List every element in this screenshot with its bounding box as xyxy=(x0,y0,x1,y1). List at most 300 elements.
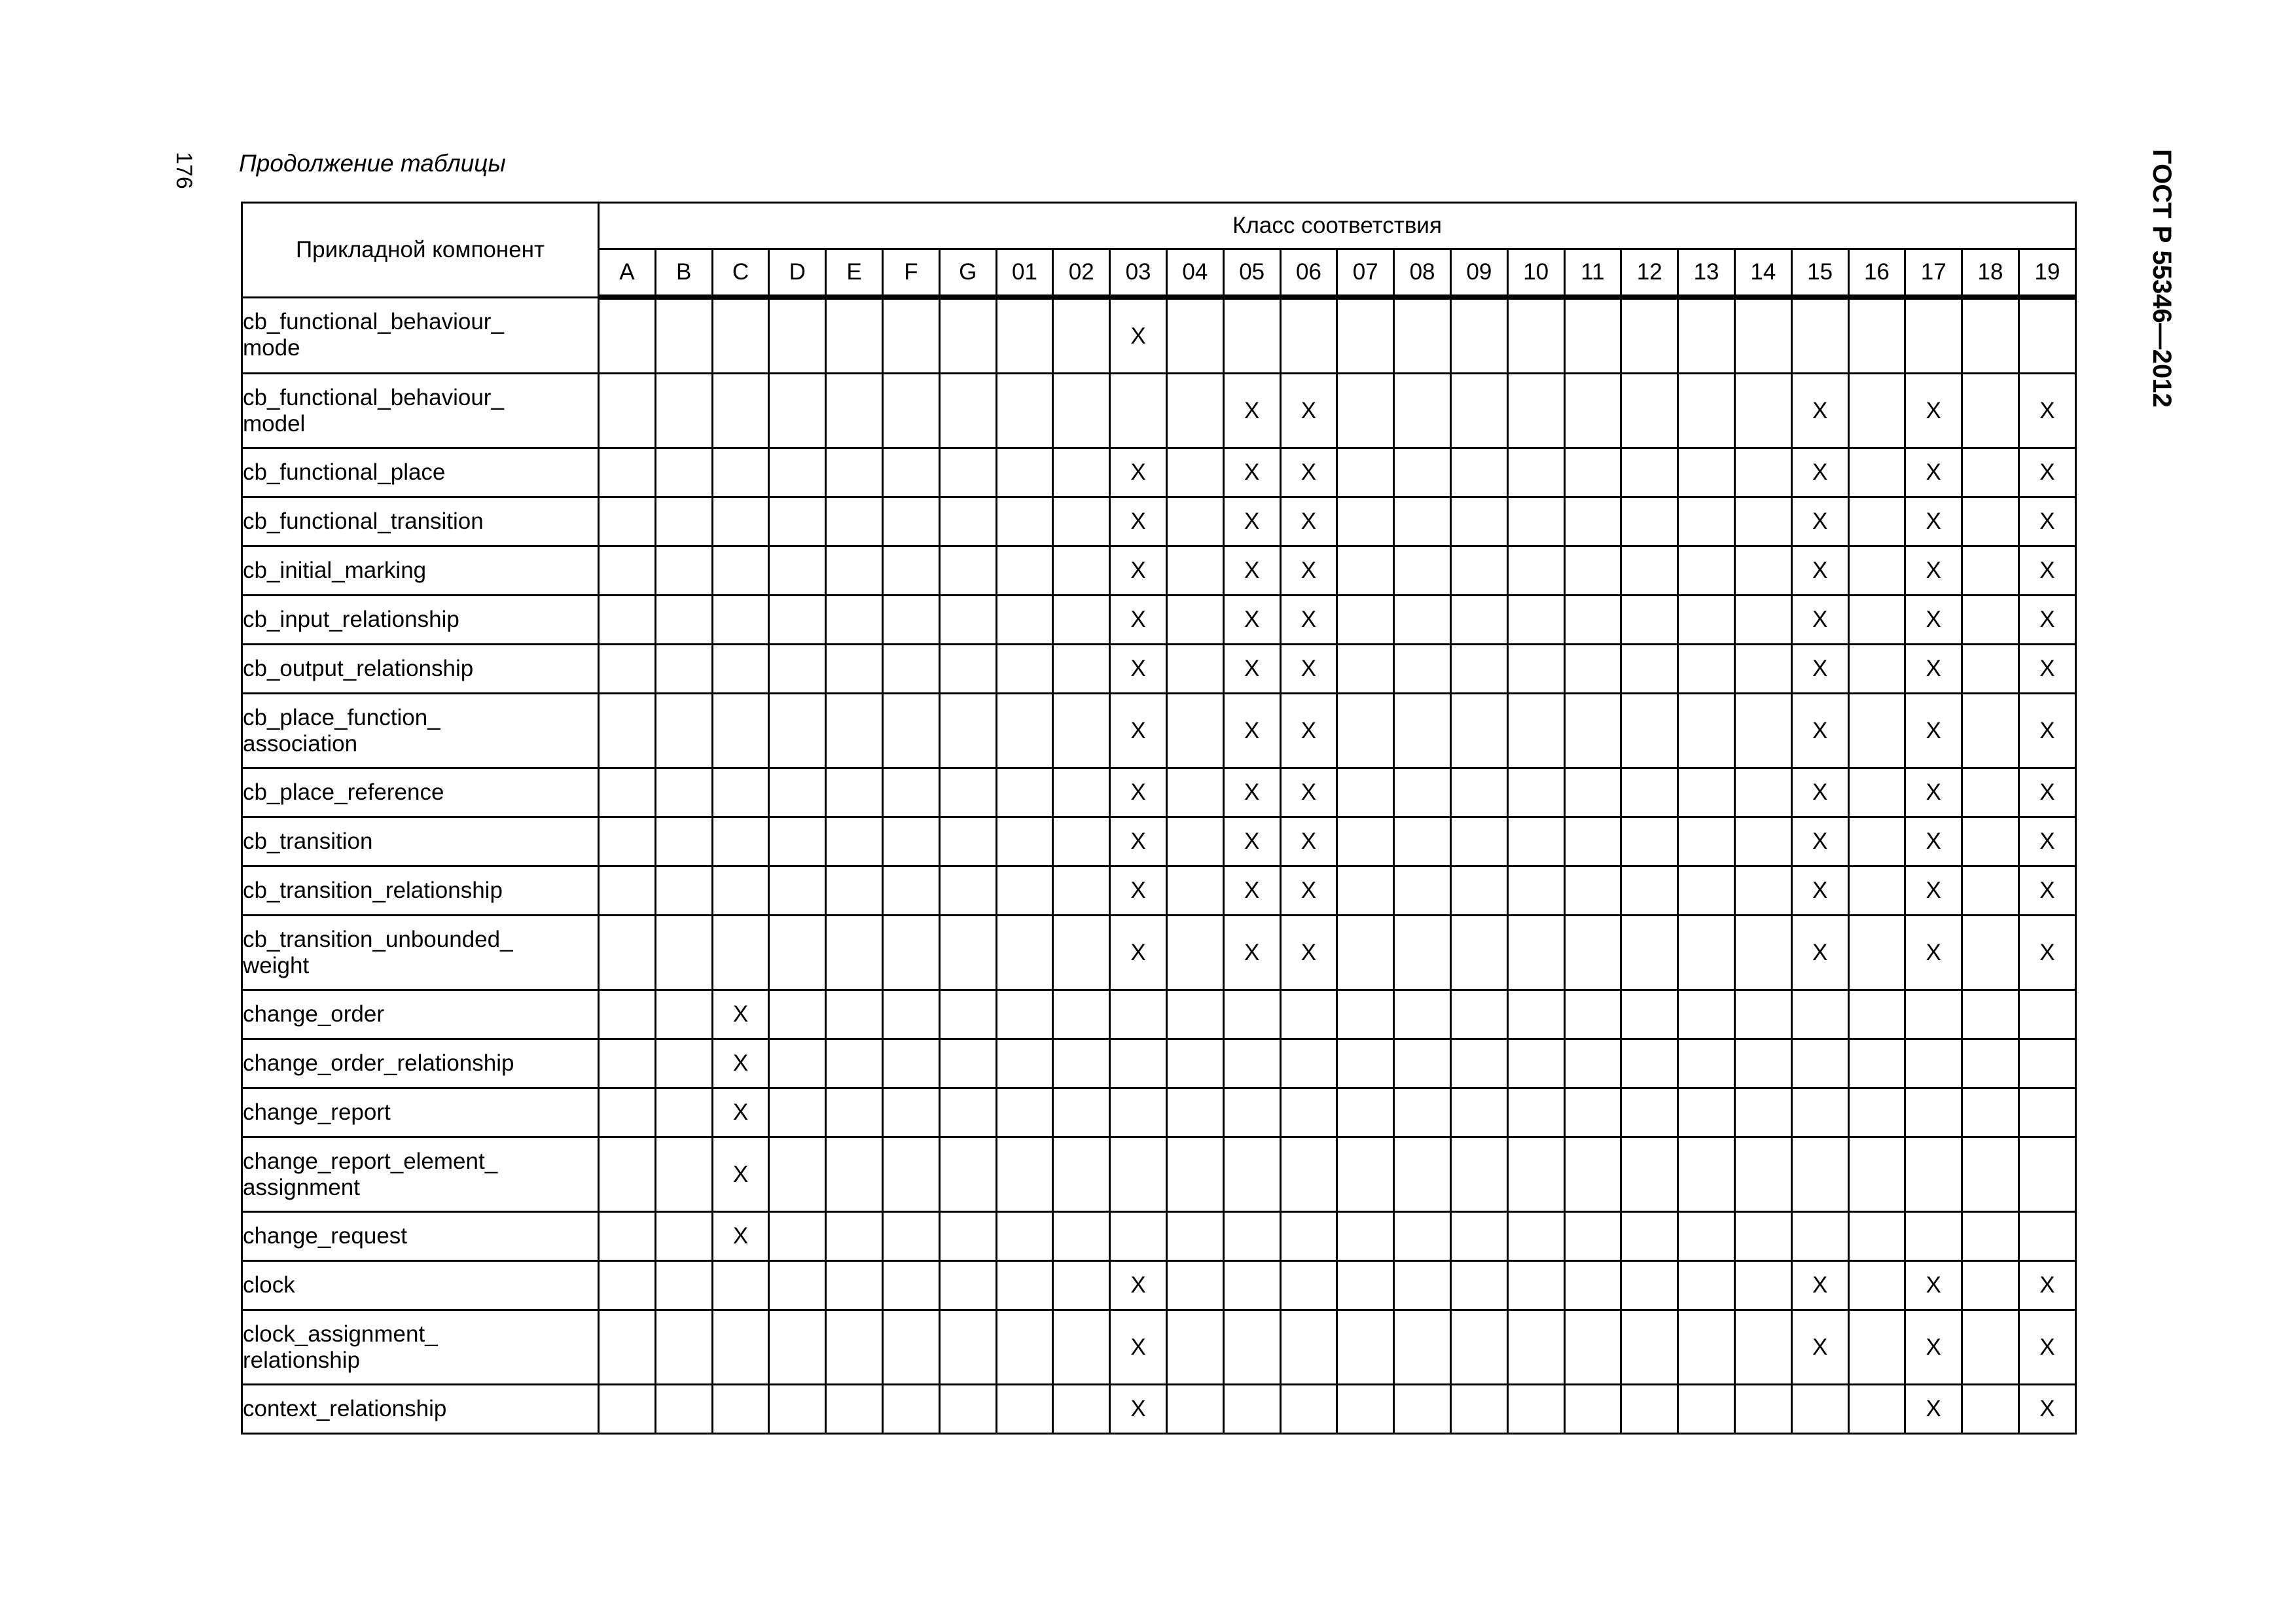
empty-cell xyxy=(1678,817,1735,866)
conformance-mark-cell: X xyxy=(1791,694,1848,768)
empty-cell xyxy=(2018,990,2075,1039)
conformance-mark-cell: X xyxy=(1110,768,1167,817)
empty-cell xyxy=(1110,990,1167,1039)
empty-cell xyxy=(1280,1039,1337,1088)
empty-cell xyxy=(1848,866,1905,916)
conformance-mark-cell: X xyxy=(1110,645,1167,694)
class-column-header: 17 xyxy=(1905,249,1962,298)
conformance-class-header: Класс соответствия xyxy=(599,203,2076,249)
empty-cell xyxy=(1337,1088,1394,1137)
conformance-mark-cell: X xyxy=(1110,297,1167,374)
empty-cell xyxy=(1110,1088,1167,1137)
empty-cell xyxy=(1394,1137,1451,1212)
empty-cell xyxy=(996,448,1053,497)
empty-cell xyxy=(939,768,996,817)
empty-cell xyxy=(1848,497,1905,546)
empty-cell xyxy=(1791,1385,1848,1434)
table-row xyxy=(242,768,2076,817)
empty-cell xyxy=(1564,694,1621,768)
empty-cell xyxy=(655,546,712,596)
empty-cell xyxy=(1734,1310,1791,1385)
empty-cell xyxy=(1621,916,1678,990)
empty-cell xyxy=(769,1137,826,1212)
empty-cell xyxy=(1450,768,1507,817)
empty-cell xyxy=(712,645,769,694)
component-name-cell: change_report xyxy=(242,1088,599,1137)
empty-cell xyxy=(1337,596,1394,645)
empty-cell xyxy=(1394,374,1451,448)
empty-cell xyxy=(1166,374,1223,448)
empty-cell xyxy=(599,645,656,694)
empty-cell xyxy=(1962,1310,2019,1385)
empty-cell xyxy=(655,817,712,866)
empty-cell xyxy=(1678,1385,1735,1434)
class-column-header: 13 xyxy=(1678,249,1735,298)
empty-cell xyxy=(1848,916,1905,990)
class-column-header: G xyxy=(939,249,996,298)
empty-cell xyxy=(712,1310,769,1385)
empty-cell xyxy=(882,1212,939,1261)
empty-cell xyxy=(712,546,769,596)
empty-cell xyxy=(1848,374,1905,448)
empty-cell xyxy=(1564,1385,1621,1434)
conformance-mark-cell: X xyxy=(1905,916,1962,990)
conformance-mark-cell: X xyxy=(1905,645,1962,694)
conformance-mark-cell: X xyxy=(1280,694,1337,768)
empty-cell xyxy=(1962,374,2019,448)
empty-cell xyxy=(599,768,656,817)
conformance-mark-cell: X xyxy=(1905,497,1962,546)
empty-cell xyxy=(1621,1261,1678,1310)
empty-cell xyxy=(1053,916,1110,990)
conformance-mark-cell: X xyxy=(712,1088,769,1137)
conformance-mark-cell: X xyxy=(1110,694,1167,768)
empty-cell xyxy=(1791,1212,1848,1261)
empty-cell xyxy=(1053,297,1110,374)
empty-cell xyxy=(2018,297,2075,374)
empty-cell xyxy=(1166,694,1223,768)
empty-cell xyxy=(1621,1310,1678,1385)
empty-cell xyxy=(1848,817,1905,866)
class-column-header: 14 xyxy=(1734,249,1791,298)
component-name-cell: cb_place_reference xyxy=(242,768,599,817)
conformance-mark-cell: X xyxy=(1280,596,1337,645)
empty-cell xyxy=(1450,990,1507,1039)
empty-cell xyxy=(939,990,996,1039)
conformance-mark-cell: X xyxy=(2018,866,2075,916)
empty-cell xyxy=(712,448,769,497)
empty-cell xyxy=(1337,1137,1394,1212)
empty-cell xyxy=(1337,916,1394,990)
empty-cell xyxy=(1337,768,1394,817)
empty-cell xyxy=(655,1088,712,1137)
empty-cell xyxy=(599,694,656,768)
empty-cell xyxy=(599,546,656,596)
component-name-cell: clock_assignment_ relationship xyxy=(242,1310,599,1385)
empty-cell xyxy=(1621,990,1678,1039)
empty-cell xyxy=(1848,1088,1905,1137)
class-column-header: 19 xyxy=(2018,249,2075,298)
empty-cell xyxy=(1962,768,2019,817)
empty-cell xyxy=(1621,1088,1678,1137)
empty-cell xyxy=(1450,374,1507,448)
empty-cell xyxy=(1678,1310,1735,1385)
empty-cell xyxy=(1962,1212,2019,1261)
empty-cell xyxy=(826,645,883,694)
empty-cell xyxy=(1734,1137,1791,1212)
component-name-cell: change_order_relationship xyxy=(242,1039,599,1088)
empty-cell xyxy=(1621,866,1678,916)
empty-cell xyxy=(1507,1385,1564,1434)
empty-cell xyxy=(882,1261,939,1310)
empty-cell xyxy=(1450,866,1507,916)
class-column-header: 01 xyxy=(996,249,1053,298)
empty-cell xyxy=(1678,1137,1735,1212)
empty-cell xyxy=(1166,990,1223,1039)
empty-cell xyxy=(1053,448,1110,497)
empty-cell xyxy=(1848,546,1905,596)
empty-cell xyxy=(599,817,656,866)
empty-cell xyxy=(1905,297,1962,374)
empty-cell xyxy=(1223,1385,1280,1434)
empty-cell xyxy=(655,497,712,546)
conformance-mark-cell: X xyxy=(1791,448,1848,497)
empty-cell xyxy=(1394,817,1451,866)
component-name-cell: clock xyxy=(242,1261,599,1310)
empty-cell xyxy=(996,1261,1053,1310)
empty-cell xyxy=(1962,1261,2019,1310)
empty-cell xyxy=(882,645,939,694)
empty-cell xyxy=(1507,297,1564,374)
table-row xyxy=(242,1137,2076,1212)
empty-cell xyxy=(939,1212,996,1261)
empty-cell xyxy=(882,768,939,817)
empty-cell xyxy=(826,916,883,990)
empty-cell xyxy=(996,916,1053,990)
empty-cell xyxy=(712,374,769,448)
empty-cell xyxy=(939,1385,996,1434)
empty-cell xyxy=(1394,1039,1451,1088)
empty-cell xyxy=(1394,448,1451,497)
empty-cell xyxy=(655,596,712,645)
class-column-header: 02 xyxy=(1053,249,1110,298)
class-column-header: 11 xyxy=(1564,249,1621,298)
conformance-mark-cell: X xyxy=(1905,596,1962,645)
empty-cell xyxy=(769,1385,826,1434)
empty-cell xyxy=(712,916,769,990)
empty-cell xyxy=(882,1137,939,1212)
empty-cell xyxy=(1962,990,2019,1039)
conformance-mark-cell: X xyxy=(2018,497,2075,546)
component-name-cell: cb_functional_behaviour_ model xyxy=(242,374,599,448)
empty-cell xyxy=(1678,1261,1735,1310)
class-column-header: 03 xyxy=(1110,249,1167,298)
empty-cell xyxy=(1678,596,1735,645)
empty-cell xyxy=(1110,374,1167,448)
empty-cell xyxy=(769,374,826,448)
empty-cell xyxy=(1678,497,1735,546)
empty-cell xyxy=(1053,768,1110,817)
empty-cell xyxy=(655,1212,712,1261)
empty-cell xyxy=(1223,990,1280,1039)
empty-cell xyxy=(1394,694,1451,768)
empty-cell xyxy=(1337,497,1394,546)
empty-cell xyxy=(1166,596,1223,645)
conformance-mark-cell: X xyxy=(1223,916,1280,990)
empty-cell xyxy=(1734,768,1791,817)
empty-cell xyxy=(826,1088,883,1137)
conformance-mark-cell: X xyxy=(2018,596,2075,645)
empty-cell xyxy=(1166,1039,1223,1088)
conformance-mark-cell: X xyxy=(1280,768,1337,817)
conformance-mark-cell: X xyxy=(1280,866,1337,916)
empty-cell xyxy=(769,817,826,866)
empty-cell xyxy=(1678,990,1735,1039)
empty-cell xyxy=(1337,866,1394,916)
empty-cell xyxy=(1337,546,1394,596)
empty-cell xyxy=(712,817,769,866)
component-name-cell: cb_functional_behaviour_ mode xyxy=(242,297,599,374)
empty-cell xyxy=(1962,645,2019,694)
empty-cell xyxy=(1223,297,1280,374)
empty-cell xyxy=(769,916,826,990)
document-id: ГОСТ Р 55346—2012 xyxy=(2147,149,2176,408)
conformance-mark-cell: X xyxy=(712,1039,769,1088)
class-column-header: 05 xyxy=(1223,249,1280,298)
empty-cell xyxy=(1734,817,1791,866)
empty-cell xyxy=(1394,916,1451,990)
empty-cell xyxy=(939,1088,996,1137)
empty-cell xyxy=(655,1137,712,1212)
empty-cell xyxy=(1564,1137,1621,1212)
empty-cell xyxy=(1962,694,2019,768)
empty-cell xyxy=(1450,1212,1507,1261)
empty-cell xyxy=(1678,374,1735,448)
empty-cell xyxy=(882,1385,939,1434)
empty-cell xyxy=(1621,1385,1678,1434)
component-name-cell: cb_transition_unbounded_ weight xyxy=(242,916,599,990)
empty-cell xyxy=(996,990,1053,1039)
class-column-header: 12 xyxy=(1621,249,1678,298)
empty-cell xyxy=(882,546,939,596)
empty-cell xyxy=(769,497,826,546)
empty-cell xyxy=(1110,1137,1167,1212)
empty-cell xyxy=(996,297,1053,374)
empty-cell xyxy=(1507,645,1564,694)
empty-cell xyxy=(1734,990,1791,1039)
empty-cell xyxy=(1053,1137,1110,1212)
empty-cell xyxy=(826,1261,883,1310)
empty-cell xyxy=(1734,866,1791,916)
empty-cell xyxy=(1450,1261,1507,1310)
empty-cell xyxy=(599,596,656,645)
conformance-mark-cell: X xyxy=(2018,546,2075,596)
table-row xyxy=(242,916,2076,990)
empty-cell xyxy=(1507,546,1564,596)
empty-cell xyxy=(655,297,712,374)
empty-cell xyxy=(769,1310,826,1385)
table-row xyxy=(242,297,2076,374)
empty-cell xyxy=(599,1310,656,1385)
conformance-mark-cell: X xyxy=(1791,817,1848,866)
empty-cell xyxy=(1678,448,1735,497)
empty-cell xyxy=(1337,1261,1394,1310)
empty-cell xyxy=(1734,645,1791,694)
empty-cell xyxy=(1678,645,1735,694)
empty-cell xyxy=(826,1385,883,1434)
empty-cell xyxy=(655,1261,712,1310)
empty-cell xyxy=(996,1212,1053,1261)
empty-cell xyxy=(1280,297,1337,374)
conformance-mark-cell: X xyxy=(1110,916,1167,990)
component-name-cell: context_relationship xyxy=(242,1385,599,1434)
empty-cell xyxy=(1734,297,1791,374)
empty-cell xyxy=(1905,990,1962,1039)
empty-cell xyxy=(1280,1385,1337,1434)
empty-cell xyxy=(1053,1088,1110,1137)
empty-cell xyxy=(1791,1039,1848,1088)
empty-cell xyxy=(826,1137,883,1212)
conformance-mark-cell: X xyxy=(1223,866,1280,916)
empty-cell xyxy=(1394,1261,1451,1310)
empty-cell xyxy=(1450,546,1507,596)
empty-cell xyxy=(939,1261,996,1310)
empty-cell xyxy=(882,497,939,546)
empty-cell xyxy=(1507,497,1564,546)
empty-cell xyxy=(769,1261,826,1310)
empty-cell xyxy=(1962,297,2019,374)
table-row xyxy=(242,1261,2076,1310)
empty-cell xyxy=(1507,1261,1564,1310)
conformance-mark-cell: X xyxy=(1280,374,1337,448)
empty-cell xyxy=(1962,1137,2019,1212)
empty-cell xyxy=(1394,1212,1451,1261)
empty-cell xyxy=(1848,990,1905,1039)
empty-cell xyxy=(1166,297,1223,374)
empty-cell xyxy=(1962,817,2019,866)
empty-cell xyxy=(1564,374,1621,448)
empty-cell xyxy=(1280,990,1337,1039)
class-column-header: 04 xyxy=(1166,249,1223,298)
empty-cell xyxy=(1962,497,2019,546)
class-column-header: E xyxy=(826,249,883,298)
empty-cell xyxy=(1450,297,1507,374)
empty-cell xyxy=(1734,546,1791,596)
empty-cell xyxy=(939,1310,996,1385)
empty-cell xyxy=(1223,1212,1280,1261)
component-name-cell: cb_functional_place xyxy=(242,448,599,497)
empty-cell xyxy=(1166,1310,1223,1385)
empty-cell xyxy=(1110,1039,1167,1088)
empty-cell xyxy=(1507,1039,1564,1088)
empty-cell xyxy=(1337,645,1394,694)
empty-cell xyxy=(939,596,996,645)
empty-cell xyxy=(1394,297,1451,374)
table-row xyxy=(242,817,2076,866)
empty-cell xyxy=(1166,497,1223,546)
empty-cell xyxy=(1450,694,1507,768)
conformance-mark-cell: X xyxy=(1223,817,1280,866)
conformance-mark-cell: X xyxy=(2018,916,2075,990)
conformance-mark-cell: X xyxy=(712,1212,769,1261)
empty-cell xyxy=(655,1310,712,1385)
empty-cell xyxy=(1507,817,1564,866)
empty-cell xyxy=(1848,448,1905,497)
conformance-mark-cell: X xyxy=(2018,448,2075,497)
empty-cell xyxy=(599,1039,656,1088)
empty-cell xyxy=(1848,596,1905,645)
empty-cell xyxy=(996,497,1053,546)
empty-cell xyxy=(1280,1310,1337,1385)
conformance-mark-cell: X xyxy=(1791,1261,1848,1310)
conformance-mark-cell: X xyxy=(1791,374,1848,448)
empty-cell xyxy=(1053,694,1110,768)
empty-cell xyxy=(826,866,883,916)
table-row xyxy=(242,1039,2076,1088)
table-row xyxy=(242,374,2076,448)
empty-cell xyxy=(826,990,883,1039)
conformance-mark-cell: X xyxy=(1223,768,1280,817)
conformance-mark-cell: X xyxy=(1791,1310,1848,1385)
empty-cell xyxy=(1678,694,1735,768)
empty-cell xyxy=(1734,694,1791,768)
empty-cell xyxy=(769,866,826,916)
empty-cell xyxy=(769,768,826,817)
empty-cell xyxy=(1564,497,1621,546)
empty-cell xyxy=(1507,1088,1564,1137)
empty-cell xyxy=(1734,1212,1791,1261)
empty-cell xyxy=(2018,1137,2075,1212)
empty-cell xyxy=(1564,817,1621,866)
empty-cell xyxy=(1678,297,1735,374)
conformance-mark-cell: X xyxy=(1223,694,1280,768)
empty-cell xyxy=(655,916,712,990)
conformance-mark-cell: X xyxy=(2018,1310,2075,1385)
empty-cell xyxy=(1564,1088,1621,1137)
empty-cell xyxy=(996,1385,1053,1434)
empty-cell xyxy=(1394,866,1451,916)
conformance-mark-cell: X xyxy=(1223,497,1280,546)
empty-cell xyxy=(882,1039,939,1088)
table-row xyxy=(242,866,2076,916)
conformance-mark-cell: X xyxy=(1280,546,1337,596)
table-row xyxy=(242,448,2076,497)
empty-cell xyxy=(1507,448,1564,497)
empty-cell xyxy=(769,645,826,694)
class-column-header: 06 xyxy=(1280,249,1337,298)
empty-cell xyxy=(1564,990,1621,1039)
component-name-cell: cb_initial_marking xyxy=(242,546,599,596)
empty-cell xyxy=(1848,297,1905,374)
conformance-mark-cell: X xyxy=(712,990,769,1039)
empty-cell xyxy=(1507,916,1564,990)
empty-cell xyxy=(655,768,712,817)
empty-cell xyxy=(2018,1039,2075,1088)
empty-cell xyxy=(599,374,656,448)
empty-cell xyxy=(1621,694,1678,768)
empty-cell xyxy=(1905,1088,1962,1137)
conformance-mark-cell: X xyxy=(1905,1385,1962,1434)
table-row xyxy=(242,1088,2076,1137)
empty-cell xyxy=(826,546,883,596)
empty-cell xyxy=(712,866,769,916)
empty-cell xyxy=(939,546,996,596)
empty-cell xyxy=(1223,1137,1280,1212)
empty-cell xyxy=(655,990,712,1039)
conformance-mark-cell: X xyxy=(1791,645,1848,694)
empty-cell xyxy=(1053,596,1110,645)
empty-cell xyxy=(1848,1310,1905,1385)
